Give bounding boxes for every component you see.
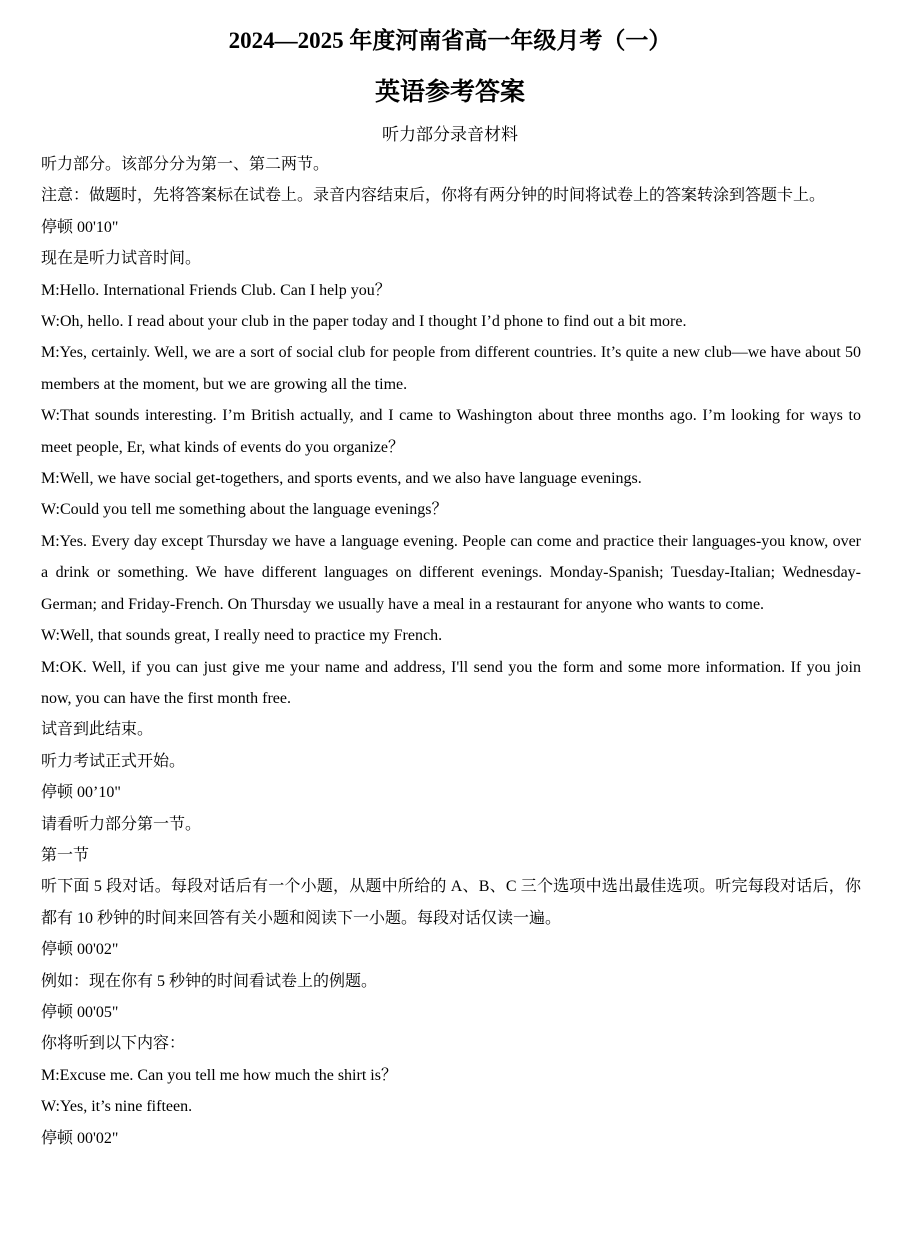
section-heading: 听力部分录音材料 bbox=[382, 125, 518, 144]
paragraph-exam-start: 听力考试正式开始。 bbox=[41, 752, 186, 770]
dialogue-line: W:That sounds interesting. I’m British actually, and I came to Washington about three months ago. I’m looking for ways to meet people, Er, what kinds of events do you organize？ bbox=[41, 407, 861, 456]
dialogue-line: W:Oh, hello. I read about your club in the paper today and I thought I’d phone to find out a bit more. bbox=[41, 313, 687, 331]
paragraph-intro: 听力部分。该部分分为第一、第二两节。 bbox=[41, 156, 330, 173]
paragraph-pause: 停顿 00'05" bbox=[41, 1003, 119, 1021]
dialogue-line: M:Yes. Every day except Thursday we have a language evening. People can come and practice their languages-you know, over a drink or something. We have different languages on different evenings. Monday-Spanish; Tuesday-Italian; Wednesday-German; and Friday-French. On Thursday we usually have a meal in a restaurant for anyone who wants to come. bbox=[41, 532, 861, 613]
page-title: 2024—2025 年度河南省高一年级月考（一） bbox=[228, 28, 672, 53]
section-label: 第一节 bbox=[41, 846, 90, 864]
paragraph-pause: 停顿 00'02" bbox=[41, 1129, 119, 1147]
dialogue-line: W:Could you tell me something about the language evenings？ bbox=[41, 501, 448, 519]
dialogue-line: M:Hello. International Friends Club. Can I help you？ bbox=[41, 281, 391, 299]
paragraph-instruction: 听下面 5 段对话。每段对话后有一个小题，从题中所给的 A、B、C 三个选项中选出最佳选项。听完每段对话后，你都有 10 秒钟的时间来回答有关小题和阅读下一小题。每段对话仅读一遍。 bbox=[41, 878, 861, 927]
paragraph-example: 例如：现在你有 5 秒钟的时间看试卷上的例题。 bbox=[41, 972, 378, 990]
paragraph-test-end: 试音到此结束。 bbox=[41, 721, 154, 739]
paragraph-instruction: 请看听力部分第一节。 bbox=[41, 815, 202, 833]
dialogue-line: W:Well, that sounds great, I really need to practice my French. bbox=[41, 627, 443, 645]
dialogue-line: M:Well, we have social get-togethers, and sports events, and we also have language evenings. bbox=[41, 470, 642, 488]
page-subtitle: 英语参考答案 bbox=[374, 79, 525, 106]
dialogue-line: M:OK. Well, if you can just give me your name and address, I'll send you the form and some more information. If you join now, you can have the first month free. bbox=[41, 658, 861, 707]
paragraph-pause: 停顿 00'10" bbox=[41, 218, 119, 236]
paragraph-pause: 停顿 00’10" bbox=[41, 784, 121, 802]
dialogue-line: M:Yes, certainly. Well, we are a sort of social club for people from different countries. It’s quite a new club—we have about 50 members at the moment, but we are growing all the time. bbox=[41, 344, 861, 393]
transcript-body bbox=[41, 149, 861, 1154]
paragraph-instruction: 你将听到以下内容： bbox=[41, 1035, 186, 1053]
dialogue-line: M:Excuse me. Can you tell me how much the shirt is？ bbox=[41, 1066, 397, 1084]
paragraph-test-start: 现在是听力试音时间。 bbox=[41, 250, 202, 268]
paragraph-pause: 停顿 00'02" bbox=[41, 941, 119, 959]
dialogue-line: W:Yes, it’s nine fifteen. bbox=[41, 1098, 193, 1116]
paragraph-notice: 注意：做题时，先将答案标在试卷上。录音内容结束后，你将有两分钟的时间将试卷上的答案转涂到答题卡上。 bbox=[41, 187, 826, 205]
